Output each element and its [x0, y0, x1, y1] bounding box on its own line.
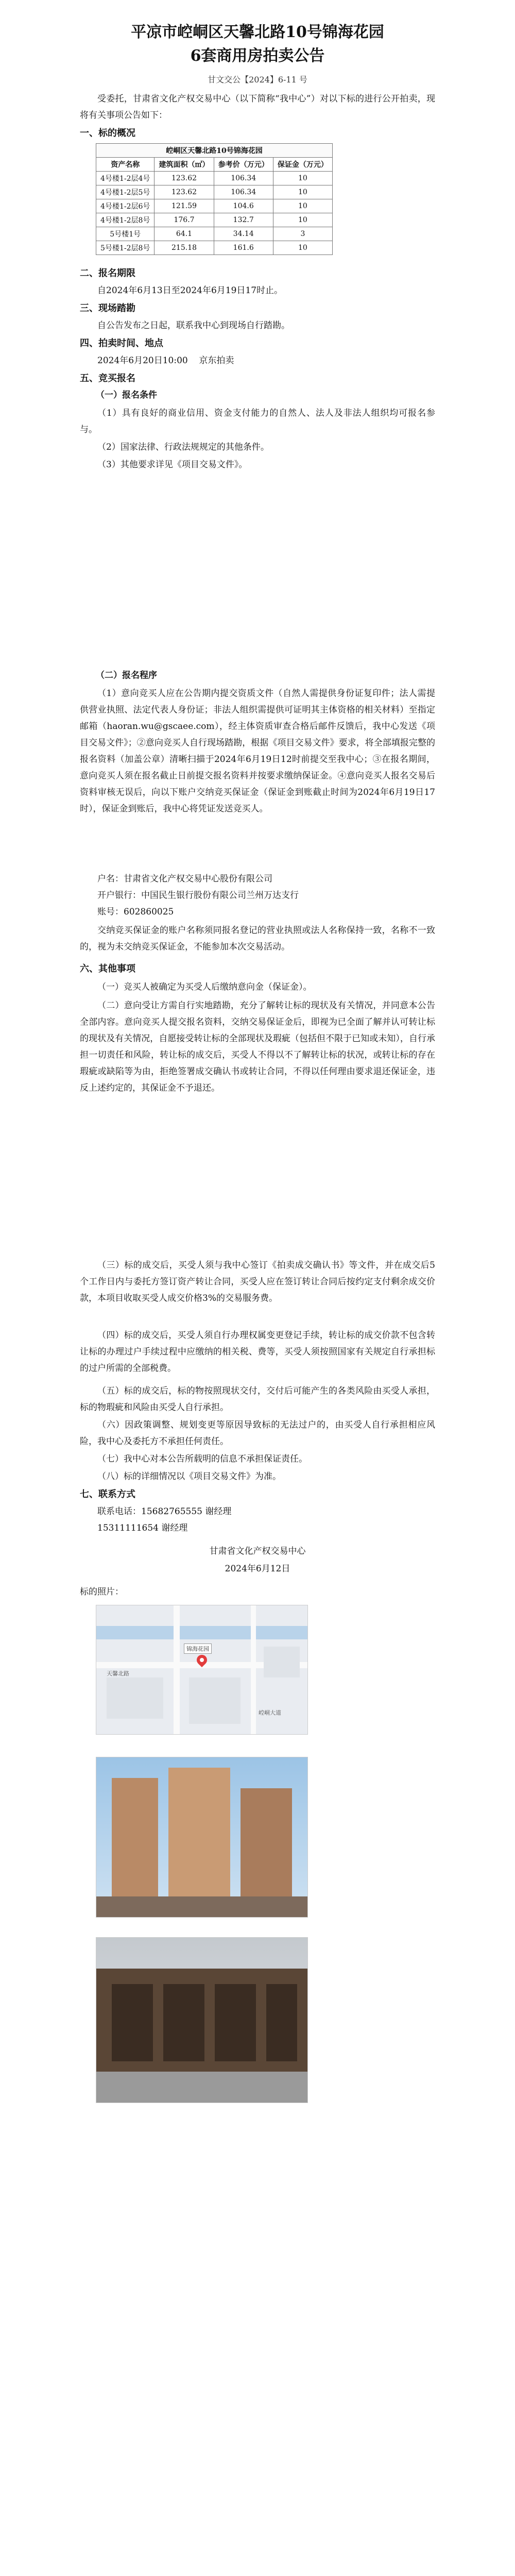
location-map: [96, 1605, 308, 1735]
table-cell: 3: [273, 227, 332, 241]
condition-2: （2）国家法律、行政法规规定的其他条件。: [97, 442, 269, 452]
title-line-2: 6套商用房拍卖公告: [190, 47, 325, 65]
storefront-window: [163, 1984, 204, 2061]
table-cell: 4号楼1-2层8号: [96, 213, 154, 227]
other-item-3: （三）标的成交后，买受人须与我中心签订《拍卖成交确认书》等文件，并在成交后5个工作日内与委托方签订资产转让合同，买受人应在签订转让合同后按约定支付剩余成交价款，本项目收取买受人成交价格3%的交易服务费。: [80, 1260, 435, 1303]
table-row: [96, 199, 333, 213]
table-cell: 10: [273, 213, 332, 227]
other-item-8: （八）标的详细情况以《项目交易文件》为准。: [97, 1471, 281, 1482]
other-item-5: （五）标的成交后，标的物按照现状交付，交付后可能产生的各类风险由买受人承担，标的物瑕疵和风险由买受人自行承担。: [80, 1386, 435, 1413]
account-bank: 开户银行：中国民生银行股份有限公司兰州万达支行: [97, 890, 299, 901]
signature-org: 甘肃省文化产权交易中心: [209, 1546, 306, 1556]
section-4-heading: 四、拍卖时间、地点: [80, 338, 163, 349]
account-note: 交纳竞买保证金的账户名称须同报名登记的营业执照或法人名称保持一致，名称不一致的，视为未交纳竞买保证金，不能参加本次交易活动。: [80, 925, 435, 952]
other-item-4: （四）标的成交后，买受人须自行办理权属变更登记手续，转让标的成交价款不包含转让标的办理过户手续过程中应缴纳的相关税、费等，买受人须按照国家有关规定自行承担标的过户所需的全部税费。: [80, 1330, 435, 1374]
table-cell: 64.1: [154, 227, 214, 241]
storefront-photo: [96, 1937, 308, 2103]
storefront-window: [266, 1984, 297, 2061]
street-level: [96, 1896, 307, 1917]
river-shape: [96, 1626, 307, 1639]
registration-period: 自2024年6月13日至2024年6月19日17时止。: [97, 285, 283, 296]
table-cell: 4号楼1-2层6号: [96, 199, 154, 213]
city-block: [107, 1677, 163, 1719]
map-road-label: 崆峒大道: [259, 1709, 281, 1716]
city-block: [189, 1677, 241, 1724]
column-header: 资产名称: [96, 158, 154, 172]
table-cell: 121.59: [154, 199, 214, 213]
section-2-heading: 二、报名期限: [80, 268, 135, 279]
table-row: [96, 172, 333, 185]
table-cell: 123.62: [154, 172, 214, 185]
sidewalk: [96, 2072, 307, 2103]
auction-time-place: [80, 352, 435, 369]
conditions-subheading: （一）报名条件: [96, 390, 157, 400]
other-item-2: （二）意向受让方需自行实地踏勘，充分了解转让标的现状及有关情况，并同意本公告全部内容。意向竞买人提交报名资料，交纳交易保证金后，即视为已全面了解并认可转让标的现状及有关情况，自愿接受转让标的全部现状及瑕疵（包括但不限于已知或未知），自行承担一切责任和风险，转让标的成交后，买受人不得以不了解转让标的状况，或转让标的存在瑕疵或缺陷等为由，拒绝签署成交确认书或转让合同，不得以任何理由要求退还保证金，违反上述约定的，其保证金不予退还。: [80, 1001, 435, 1093]
page-title: [0, 21, 515, 68]
section-6-heading: 六、其他事项: [80, 963, 135, 974]
condition-3: （3）其他要求详见《项目交易文件》。: [97, 460, 248, 470]
site-inspection-text: 自公告发布之日起，联系我中心到现场自行踏勘。: [97, 320, 290, 331]
condition-1: （1）具有良好的商业信用、资金支付能力的自然人、法人及非法人组织均可报名参与。: [80, 408, 435, 435]
table-row: [96, 241, 333, 255]
table-cell: 215.18: [154, 241, 214, 255]
procedure-subheading: （二）报名程序: [96, 670, 157, 681]
contact-line-1: 联系电话：15682765555 谢经理: [97, 1506, 232, 1517]
document-number: 甘文交公【2024】6-11 号: [208, 75, 307, 84]
building-photo: [96, 1757, 308, 1918]
column-header: 保证金（万元）: [273, 158, 332, 172]
table-cell: 123.62: [154, 185, 214, 199]
section-1-heading: 一、标的概况: [80, 128, 135, 139]
table-row: [96, 185, 333, 199]
table-caption: 崆峒区天馨北路10号锦海花园: [96, 144, 333, 158]
tower-center: [168, 1768, 230, 1917]
account-name: 户名：甘肃省文化产权交易中心股份有限公司: [97, 874, 272, 884]
storefront-window: [112, 1984, 153, 2061]
table-cell: 106.34: [214, 185, 273, 199]
table-cell: 5号楼1-2层8号: [96, 241, 154, 255]
other-item-1: （一）竞买人被确定为买受人后缴纳意向金（保证金）。: [97, 982, 312, 992]
table-row: [96, 227, 333, 241]
auction-time: 2024年6月20日10:00: [97, 355, 188, 366]
contact-line-2: 15311111654 谢经理: [97, 1523, 188, 1533]
table-cell: 132.7: [214, 213, 273, 227]
table-cell: 176.7: [154, 213, 214, 227]
table-cell: 10: [273, 185, 332, 199]
storefront-window: [215, 1984, 256, 2061]
intro-paragraph: 受委托，甘肃省文化产权交易中心（以下简称“我中心”）对以下标的进行公开拍卖，现将有关事项公告如下：: [80, 94, 435, 121]
auction-place: 京东拍卖: [199, 355, 234, 366]
table-cell: 161.6: [214, 241, 273, 255]
column-header: 参考价（万元）: [214, 158, 273, 172]
procedure-text: （1）意向竞买人应在公告期内提交资质文件（自然人需提供身份证复印件；法人需提供营业执照、法定代表人身份证；非法人组织需提供可证明其主体资格的相关材料）至指定邮箱（haoran.wu@gscaee.com），经主体资质审查合格后邮件反馈后，我中心发送《项目交易文件》；②意向竞买人自行现场踏勘，根据《项目交易文件》要求，将全部填报完整的报名资料（加盖公章）清晰扫描于2024年6月19日12时前提交至我中心；③在报名期间，意向竞买人须在报名截止日前提交报名资料并按要求缴纳保证金。④意向竞买人报名交易后资料审核无误后，向以下账户交纳竞买保证金（保证金到账截止时间为2024年6月19日17时），保证金到账后，我中心将凭证发送竞买人。: [80, 688, 435, 814]
column-header: 建筑面积（㎡）: [154, 158, 214, 172]
table-cell: 10: [273, 172, 332, 185]
table-cell: 4号楼1-2层5号: [96, 185, 154, 199]
other-item-6: （六）因政策调整、规划变更等原因导致标的无法过户的，由买受人自行承担相应风险，我中心及委托方不承担任何责任。: [80, 1420, 435, 1447]
table-cell: 106.34: [214, 172, 273, 185]
section-5-heading: 五、竞买报名: [80, 373, 135, 384]
table-cell: 4号楼1-2层4号: [96, 172, 154, 185]
map-place-label: 锦海花园: [184, 1643, 212, 1654]
table-cell: 104.6: [214, 199, 273, 213]
section-3-heading: 三、现场踏勘: [80, 303, 135, 314]
signature-date: 2024年6月12日: [225, 1564, 290, 1574]
city-block: [264, 1647, 300, 1677]
road-vertical: [174, 1605, 180, 1734]
account-number: 账号：602860025: [97, 907, 174, 917]
table-row: [96, 213, 333, 227]
lots-table: [96, 143, 333, 255]
section-7-heading: 七、联系方式: [80, 1489, 135, 1500]
title-line-1: 平凉市崆峒区天馨北路10号锦海花园: [131, 23, 384, 41]
table-cell: 10: [273, 241, 332, 255]
table-cell: 5号楼1号: [96, 227, 154, 241]
road-vertical: [251, 1605, 256, 1734]
map-road-label: 天馨北路: [107, 1670, 129, 1677]
procedure-paragraph: [80, 685, 435, 817]
table-cell: 34.14: [214, 227, 273, 241]
table-cell: 10: [273, 199, 332, 213]
photos-label: 标的照片：: [80, 1587, 124, 1597]
other-item-7: （七）我中心对本公告所载明的信息不承担保证责任。: [97, 1454, 307, 1464]
